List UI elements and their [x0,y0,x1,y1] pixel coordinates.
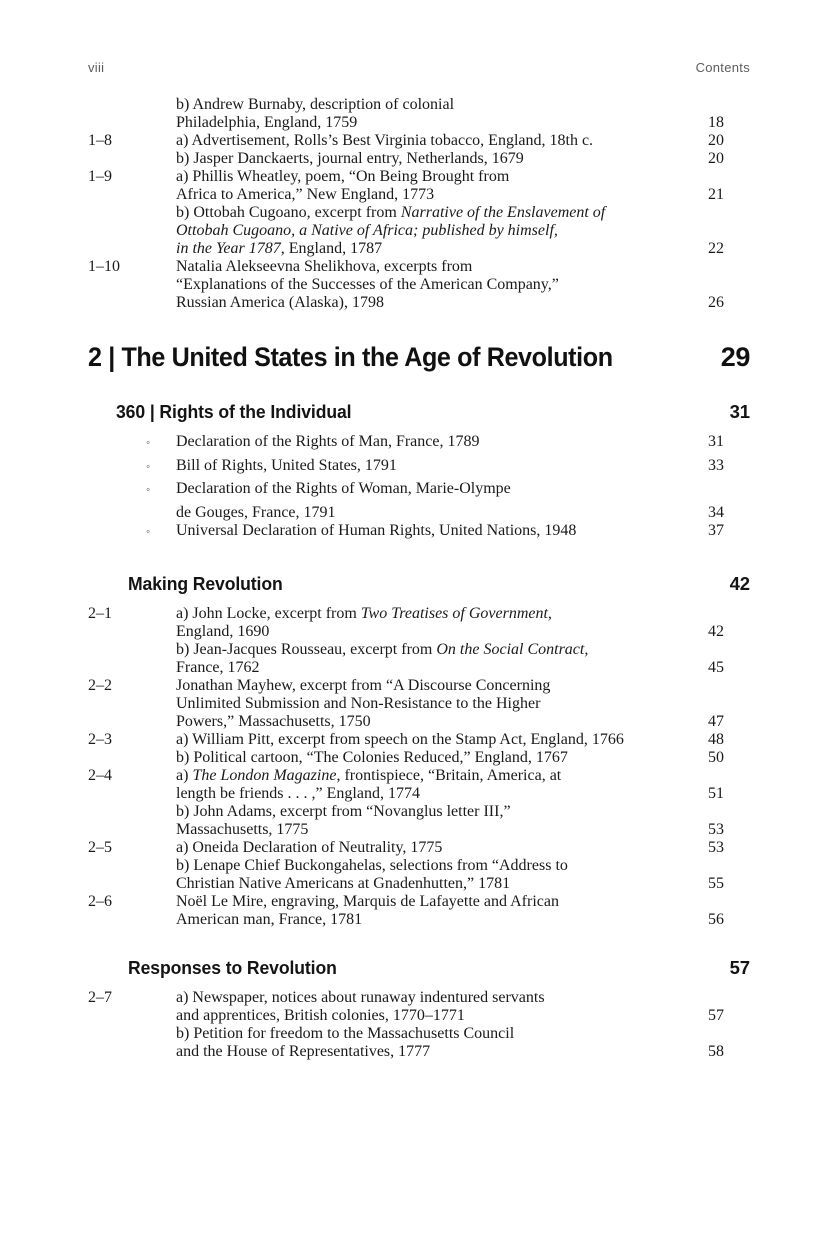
toc-bullet-line [88,457,750,481]
toc-entry-page-number: 21 [708,186,724,203]
toc-entry-line [88,276,750,294]
toc-entry-text: Natalia Alekseevna Shelikhova, excerpts from [176,258,473,275]
toc-entry-line [88,803,750,821]
toc-entry-page-number: 47 [708,713,724,730]
toc-bullet-page-number: 37 [708,521,724,539]
toc-bullet-page-number: 33 [708,456,724,474]
toc-body [88,96,750,1061]
toc-entry-number: 1–8 [88,132,112,149]
chapter-title: 2 | The United States in the Age of Revolution [88,342,613,372]
toc-entry-text: b) Andrew Burnaby, description of colonial [176,96,455,113]
toc-entry-line [88,168,750,186]
toc-entry-text: a) Newspaper, notices about runaway indentured servants [176,989,545,1006]
toc-entry-page-number: 45 [708,659,724,676]
toc-entry-number: 2–4 [88,767,112,784]
toc-bullet-item[interactable] [88,457,750,481]
toc-entry-line [88,132,750,150]
toc-entry-text: England, 1690 [176,623,270,640]
toc-bullet-item[interactable] [88,522,750,546]
toc-bullet-line [88,480,750,504]
toc-entry-text: b) Lenape Chief Buckongahelas, selections from “Address to [176,857,568,874]
toc-bullet-text: de Gouges, France, 1791 [176,503,336,521]
toc-entry-line [88,1043,750,1061]
toc-entry[interactable] [88,731,750,767]
toc-entry-text: b) Ottobah Cugoano, excerpt from Narrative of the Enslavement of [176,204,606,221]
toc-bullet-text: Declaration of the Rights of Man, France, 1789 [176,433,480,450]
toc-entry-line [88,240,750,258]
section-page-number: 31 [729,401,750,422]
chapter-heading[interactable] [88,342,750,373]
toc-entry-number: 2–6 [88,893,112,910]
toc-entry-text: b) Jean-Jacques Rousseau, excerpt from On the Social Contract, [176,641,589,658]
spacer [88,595,750,605]
toc-entry-text: a) John Locke, excerpt from Two Treatises of Government, [176,605,552,622]
toc-entry-text: Unlimited Submission and Non-Resistance to the Higher [176,695,541,712]
toc-entry-text: “Explanations of the Successes of the American Company,” [176,276,559,293]
toc-entry-text: Africa to America,” New England, 1773 [176,186,435,203]
toc-entry-line [88,785,750,803]
toc-entry-text: and apprentices, British colonies, 1770–1771 [176,1007,465,1024]
toc-entry-line [88,767,750,785]
toc-entry-page-number: 48 [708,731,724,748]
toc-entry-page-number: 58 [708,1043,724,1060]
toc-entry-text: length be friends . . . ,” England, 1774 [176,785,420,802]
toc-entry-page-number: 53 [708,839,724,856]
toc-bullet-item[interactable] [88,433,750,457]
toc-entry-page-number: 55 [708,875,724,892]
toc-entry-number: 2–7 [88,989,112,1006]
toc-entry-number: 2–1 [88,605,112,622]
section-heading-responses-to-revolution[interactable] [128,957,750,979]
toc-entry-line [88,659,750,677]
toc-entry-line [88,821,750,839]
toc-entry-page-number: 53 [708,821,724,838]
toc-entry-line [88,96,750,114]
toc-entry-text: Philadelphia, England, 1759 [176,114,358,131]
toc-entry-text: b) Jasper Danckaerts, journal entry, Netherlands, 1679 [176,150,524,167]
toc-entry-text: Christian Native Americans at Gnadenhutten,” 1781 [176,875,511,892]
toc-bullet-line [88,433,750,457]
toc-entry-text: Ottobah Cugoano, a Native of Africa; published by himself, [176,222,558,239]
toc-entry-text: Noël Le Mire, engraving, Marquis de Lafayette and African [176,893,559,910]
toc-entry-line [88,893,750,911]
toc-entry-line [88,641,750,659]
toc-entry-line [88,1025,750,1043]
toc-entry-text: a) The London Magazine, frontispiece, “Britain, America, at [176,767,562,784]
toc-entry-page-number: 57 [708,1007,724,1024]
continued-entries-group [88,96,750,312]
toc-bullet-text: Universal Declaration of Human Rights, United Nations, 1948 [176,521,577,539]
section-page-number: 57 [729,957,750,978]
toc-entry-line [88,713,750,731]
toc-entry[interactable] [88,989,750,1061]
toc-entry-text: b) Petition for freedom to the Massachusetts Council [176,1025,515,1042]
toc-entry-text: a) Advertisement, Rolls’s Best Virginia tobacco, England, 18th c. [176,132,594,149]
toc-bullet-text: Bill of Rights, United States, 1791 [176,456,397,474]
toc-entry[interactable] [88,258,750,312]
toc-entry-text: American man, France, 1781 [176,911,363,928]
toc-entry-line [88,695,750,713]
toc-entry-line [88,749,750,767]
page-folio: viii [88,60,105,75]
toc-entry[interactable] [88,893,750,929]
bullet-icon: ◦ [146,484,150,496]
toc-bullet-line [88,504,750,522]
toc-bullet-page-number: 31 [708,433,724,450]
toc-entry-line [88,258,750,276]
toc-entry-line [88,186,750,204]
toc-entry[interactable] [88,96,750,132]
toc-entry-line [88,839,750,857]
toc-entry-page-number: 26 [708,294,724,311]
toc-entry-line [88,150,750,168]
toc-entry-line [88,1007,750,1025]
toc-entry-text: b) Political cartoon, “The Colonies Reduced,” England, 1767 [176,749,568,766]
running-head [88,60,750,75]
toc-entry-line [88,731,750,749]
toc-entry[interactable] [88,677,750,731]
toc-entry-line [88,857,750,875]
toc-entry[interactable] [88,767,750,839]
section-page-number: 42 [729,573,750,594]
toc-entry-text: Massachusetts, 1775 [176,821,309,838]
toc-entry-text: Russian America (Alaska), 1798 [176,294,384,311]
toc-entry-line [88,114,750,132]
toc-entry-page-number: 50 [708,749,724,766]
toc-bullet-item[interactable] [88,480,750,522]
toc-entry-line [88,204,750,222]
bullet-icon: ◦ [146,460,150,473]
spacer [88,423,750,433]
toc-entry-line [88,623,750,641]
toc-entry-line [88,989,750,1007]
toc-entry-page-number: 56 [708,911,724,928]
toc-entry-page-number: 20 [708,132,724,149]
toc-bullet-page-number: 34 [708,503,724,521]
running-head-title: Contents [695,60,750,75]
toc-entry-text: a) Oneida Declaration of Neutrality, 1775 [176,839,443,856]
chapter-page-number: 29 [720,342,750,372]
section-title: Making Revolution [128,573,283,594]
toc-bullet-line [88,522,750,546]
toc-entry-page-number: 22 [708,240,724,257]
toc-entry-text: in the Year 1787, England, 1787 [176,240,383,257]
toc-entry-text: and the House of Representatives, 1777 [176,1043,431,1060]
toc-entry-number: 2–3 [88,731,112,748]
toc-entry-text: France, 1762 [176,659,260,676]
toc-entry-line [88,677,750,695]
toc-entry-text: a) Phillis Wheatley, poem, “On Being Brought from [176,168,510,185]
bullet-icon: ◦ [146,525,150,538]
toc-entry-text: Jonathan Mayhew, excerpt from “A Discourse Concerning [176,677,551,694]
toc-entry[interactable] [88,132,750,168]
toc-entry-text: a) William Pitt, excerpt from speech on the Stamp Act, England, 1766 [176,731,624,748]
toc-entry-line [88,605,750,623]
section-heading-rights-of-the-individual[interactable] [116,401,750,423]
toc-entry-text: Powers,” Massachusetts, 1750 [176,713,371,730]
toc-entry-line [88,875,750,893]
sections-group [88,401,750,1061]
toc-entry-line [88,911,750,929]
spacer [88,979,750,989]
toc-entry-line [88,222,750,240]
toc-entry-page-number: 51 [708,785,724,802]
bullet-icon: ◦ [146,437,150,449]
toc-entry-page-number: 20 [708,150,724,167]
toc-entry[interactable] [88,168,750,258]
section-title: Responses to Revolution [128,957,337,978]
toc-entry-text: b) John Adams, excerpt from “Novanglus letter III,” [176,803,511,820]
toc-entry-page-number: 18 [708,114,724,131]
section-title: 360 | Rights of the Individual [116,401,352,422]
section-heading-making-revolution[interactable] [128,573,750,595]
toc-entry-number: 2–5 [88,839,112,856]
toc-bullet-text: Declaration of the Rights of Woman, Marie-Olympe [176,480,511,497]
toc-entry-line [88,294,750,312]
toc-entry-page-number: 42 [708,623,724,640]
toc-entry-number: 2–2 [88,677,112,694]
toc-entry-number: 1–9 [88,168,112,185]
toc-entry[interactable] [88,605,750,677]
toc-entry-number: 1–10 [88,258,120,275]
toc-entry[interactable] [88,839,750,893]
